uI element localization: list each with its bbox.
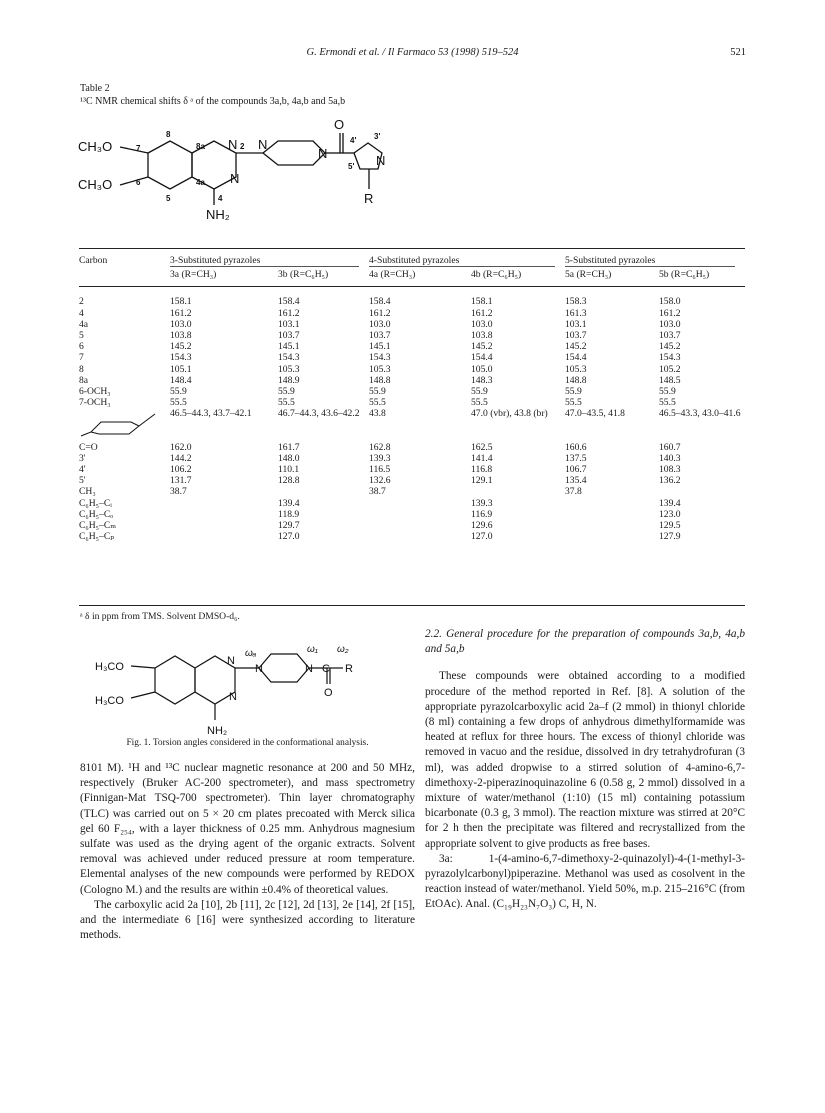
carbon-label: C₆H₅–Cₚ	[79, 531, 115, 543]
table-caption	[80, 82, 345, 108]
shift-value: 55.9	[369, 386, 386, 398]
shift-value	[369, 498, 471, 509]
shift-value	[565, 520, 659, 531]
shift-value: 161.3	[565, 307, 587, 319]
group-header-4-substituted: 4-Substituted pyrazoles	[369, 255, 555, 267]
procedure-paragraph: These compounds were obtained according to a modified procedure of the method reported in Ref. [8]. A solution of the appropriate pyrazolcarboxylic acid 2a–f (2 mmol) in thionyl chloride (8 ml) containing a few drops of anhydrous dimethylformamide was heated at reflux for three hours. The excess of thionyl chloride was removed in vacuo and the residue, dissolved in dry tetrahydrofuran (3 ml), was added dropwise to a stirred solution of 4-amino-6,7-dimethoxy-2-piperazinoquinazoline 6 (0.58 g, 2 mmol) dissolved in a mixture of water/methanol (1:10) (15 ml) containing potassium bicarbonate (0.3 g, 3 mmol). The reaction mixture was stirred at 20°C for 2 h then the precipitate was filtered and recrystallized from the appropriate solvent to give products as free bases.	[425, 670, 745, 850]
shift-value	[170, 520, 278, 531]
pip-3a: 46.5–44.3, 43.7–42.1	[170, 408, 252, 420]
n3-label: N	[230, 171, 240, 186]
table-row	[79, 453, 745, 464]
atom-3prime: 3'	[374, 132, 381, 141]
fig-omega-1: ω₁	[307, 644, 318, 655]
shift-value: 154.3	[659, 352, 681, 364]
shift-value: 38.7	[369, 486, 386, 498]
atom-2: 2	[240, 142, 245, 151]
shift-value: 161.2	[278, 307, 300, 319]
table-row	[79, 464, 745, 475]
carbon-label: 7-OCH₃	[79, 397, 111, 409]
shift-value: 127.9	[659, 531, 681, 543]
shift-value: 145.2	[659, 341, 681, 353]
carbon-label: 4a	[79, 318, 89, 330]
table-row	[79, 498, 745, 509]
shift-value: 105.1	[170, 363, 192, 375]
shift-value	[369, 531, 471, 542]
page-number: 521	[730, 47, 746, 58]
fig-methoxy-top: H₃CO	[95, 661, 124, 673]
fig-omega-2: ω₂	[337, 644, 349, 655]
shift-value: 55.9	[471, 386, 488, 398]
shift-value: 37.8	[565, 486, 582, 498]
shift-value: 148.8	[565, 374, 587, 386]
quinazoline-pyrazole-structure	[78, 113, 418, 223]
shift-value: 154.4	[565, 352, 587, 364]
shift-value: 161.2	[471, 307, 493, 319]
table-row	[79, 296, 745, 307]
shift-value: 129.6	[471, 520, 493, 532]
atom-5prime: 5'	[348, 162, 355, 171]
amine-label: NH₂	[206, 207, 230, 222]
fig-n1: N	[227, 655, 235, 667]
shift-value	[565, 498, 659, 509]
shift-value: 118.9	[278, 508, 300, 520]
carbon-label: C=O	[79, 441, 98, 453]
shift-value: 103.0	[369, 318, 391, 330]
carbon-label: 3'	[79, 452, 86, 464]
left-column	[80, 761, 415, 943]
shift-value: 154.4	[471, 352, 493, 364]
shift-value: 148.8	[369, 374, 391, 386]
methoxy-label-top: CH₃O	[78, 139, 113, 154]
carbon-col-header: Carbon	[79, 255, 108, 266]
shift-value	[565, 531, 659, 542]
journal-citation: G. Ermondi et al. / Il Farmaco 53 (1998) 519–524	[306, 47, 519, 58]
carbon-label: C₆H₅–Cₘ	[79, 520, 117, 532]
fig-carbonyl-o: O	[324, 687, 333, 699]
subcol-3a: 3a (R=CH₃)	[170, 269, 217, 281]
figure-caption: Fig. 1. Torsion angles considered in the conformational analysis.	[126, 738, 369, 748]
carbon-label: 8a	[79, 374, 89, 386]
shift-value: 136.2	[659, 475, 681, 487]
table-row	[79, 531, 745, 542]
shift-value	[278, 486, 369, 497]
shift-value: 105.3	[278, 363, 300, 375]
shift-value: 161.2	[369, 307, 391, 319]
shift-value: 154.3	[170, 352, 192, 364]
shift-value: 158.4	[369, 296, 391, 308]
shift-value: 139.3	[369, 452, 391, 464]
shift-value: 116.9	[471, 508, 493, 520]
shift-value: 103.0	[659, 318, 681, 330]
shift-value: 103.7	[278, 330, 300, 342]
shift-value: 106.7	[565, 464, 587, 476]
subcol-4a: 4a (R=CH₃)	[369, 269, 416, 281]
shift-value: 140.3	[659, 452, 681, 464]
shift-value	[170, 509, 278, 520]
fig-omega-a: ωₐ	[245, 648, 257, 659]
shift-value: 105.2	[659, 363, 681, 375]
shift-value	[170, 498, 278, 509]
table-top-rule	[79, 248, 745, 249]
r-group-label: R	[364, 191, 374, 206]
shift-value	[471, 486, 565, 497]
shift-value: 161.2	[170, 307, 192, 319]
shift-value	[369, 509, 471, 520]
shift-value: 160.6	[565, 441, 587, 453]
n1-label: N	[228, 137, 238, 152]
atom-4prime: 4'	[350, 136, 357, 145]
shift-value: 145.2	[471, 341, 493, 353]
shift-value: 162.5	[471, 441, 493, 453]
shift-value: 158.4	[278, 296, 300, 308]
shift-value: 103.0	[471, 318, 493, 330]
pip-3b: 46.7–44.3, 43.6–42.2	[278, 408, 360, 420]
fig-pip-n4: N	[305, 663, 313, 675]
shift-value: 135.4	[565, 475, 587, 487]
group-header-3-substituted: 3-Substituted pyrazoles	[170, 255, 359, 267]
piperazine-ring-icon	[79, 408, 159, 438]
shift-value: 55.5	[170, 397, 187, 409]
pyrazole-n-label: N	[376, 153, 386, 168]
pip-n4-label: N	[318, 146, 328, 161]
atom-7: 7	[136, 144, 141, 153]
shift-value	[659, 486, 745, 497]
shift-value: 160.7	[659, 441, 681, 453]
shift-value: 55.9	[565, 386, 582, 398]
shift-value: 116.5	[369, 464, 391, 476]
fig-methoxy-bottom: H₃CO	[95, 695, 124, 707]
shift-value: 145.2	[565, 341, 587, 353]
carbon-label: C₆H₅–Cᵢ	[79, 497, 112, 509]
shift-value: 103.1	[565, 318, 587, 330]
carbon-label: 6	[79, 341, 84, 353]
subcol-5a: 5a (R=CH₃)	[565, 269, 612, 281]
carbonyl-o-label: O	[334, 117, 345, 132]
shift-value: 139.3	[471, 497, 493, 509]
table-row	[79, 442, 745, 453]
carbon-label: 7	[79, 352, 84, 364]
table-row	[79, 375, 745, 386]
shift-value: 55.5	[565, 397, 582, 409]
shift-value: 139.4	[659, 497, 681, 509]
atom-6: 6	[136, 178, 141, 187]
pip-n1-label: N	[258, 137, 268, 152]
table-row	[79, 475, 745, 486]
shift-value: 129.5	[659, 520, 681, 532]
shift-value: 148.9	[278, 374, 300, 386]
fig-amine: NH₂	[207, 725, 228, 737]
table-bottom-rule	[79, 605, 745, 606]
shift-value: 145.1	[278, 341, 300, 353]
shift-value: 154.3	[278, 352, 300, 364]
shift-value: 139.4	[278, 497, 300, 509]
shift-value: 38.7	[170, 486, 187, 498]
subcolumn-header-row	[79, 267, 745, 287]
shift-value: 116.8	[471, 464, 493, 476]
shift-value: 145.2	[170, 341, 192, 353]
carbon-label: 6-OCH₃	[79, 386, 111, 398]
atom-4a: 4a	[196, 178, 205, 187]
shift-value: 132.6	[369, 475, 391, 487]
shift-value: 129.1	[471, 475, 493, 487]
shift-value: 145.1	[369, 341, 391, 353]
synthesis-paragraph: The carboxylic acid 2a [10], 2b [11], 2c [12], 2d [13], 2e [14], 2f [15], and the intermediate 6 [16] were synthesized according to literature methods.	[80, 898, 415, 942]
shift-value: 158.1	[471, 296, 493, 308]
fig-n3: N	[229, 691, 237, 703]
atom-4: 4	[218, 194, 223, 203]
shift-value: 128.8	[278, 475, 300, 487]
shift-rows-quinazoline	[79, 296, 745, 408]
subcol-5b: 5b (R=C₆H₅)	[659, 269, 710, 281]
shift-value: 127.0	[278, 531, 300, 543]
shift-value: 55.5	[369, 397, 386, 409]
carbon-label: 2	[79, 296, 84, 308]
table-row	[79, 408, 745, 441]
shift-value: 105.0	[471, 363, 493, 375]
table-footnote: ᵃ δ in ppm from TMS. Solvent DMSO-d₆.	[80, 611, 240, 622]
table-row	[79, 520, 745, 531]
shift-value: 148.0	[278, 452, 300, 464]
group-header-row	[79, 255, 745, 267]
carbon-label: 4'	[79, 464, 86, 476]
table-row	[79, 341, 745, 352]
shift-value: 55.5	[659, 397, 676, 409]
shift-value: 55.5	[471, 397, 488, 409]
compound-3a-paragraph: 3a: 1-(4-amino-6,7-dimethoxy-2-quinazolyl)-4-(1-methyl-3-pyrazolylcarbonyl)piperazine. Methanol was used as cosolvent in the reaction instead of water/methanol. Yield 50%, m.p. 215–216°C (from EtOAc). Anal. (C₁₉H₂₃N₇O₃) C, H, N.	[425, 852, 745, 911]
fig-r-group: R	[345, 663, 353, 675]
shift-value: 148.5	[659, 374, 681, 386]
shift-value: 131.7	[170, 475, 192, 487]
shift-value	[170, 531, 278, 542]
torsion-angle-figure	[95, 642, 395, 738]
shift-value: 127.0	[471, 531, 493, 543]
shift-value: 103.0	[170, 318, 192, 330]
shift-value: 123.0	[659, 508, 681, 520]
shift-value: 106.2	[170, 464, 192, 476]
carbon-label: CH₃	[79, 486, 96, 498]
table-title: ¹³C NMR chemical shifts δ ᵃ of the compounds 3a,b, 4a,b and 5a,b	[80, 96, 346, 107]
table-row	[79, 364, 745, 375]
right-column	[425, 627, 745, 913]
shift-value: 105.3	[565, 363, 587, 375]
pip-5a: 47.0–43.5, 41.8	[565, 408, 625, 420]
shift-value: 129.7	[278, 520, 300, 532]
shift-value: 55.9	[278, 386, 295, 398]
shift-value: 103.8	[471, 330, 493, 342]
table-row	[79, 509, 745, 520]
shift-value	[369, 520, 471, 531]
atom-5: 5	[166, 194, 171, 203]
shift-value: 161.7	[278, 441, 300, 453]
shift-value: 162.8	[369, 441, 391, 453]
shift-value: 161.2	[659, 307, 681, 319]
pip-4a: 43.8	[369, 408, 386, 420]
carbon-label: 5'	[79, 475, 86, 487]
shift-value: 55.9	[170, 386, 187, 398]
shift-value: 162.0	[170, 441, 192, 453]
table-row	[79, 386, 745, 397]
atom-8: 8	[166, 130, 171, 139]
carbon-label: 4	[79, 307, 84, 319]
nmr-shift-table	[79, 255, 745, 542]
table-row	[79, 352, 745, 363]
table-row	[79, 319, 745, 330]
carbon-label: 8	[79, 363, 84, 375]
methoxy-label-bottom: CH₃O	[78, 177, 113, 192]
shift-value: 158.1	[170, 296, 192, 308]
table-row	[79, 330, 745, 341]
shift-value: 55.9	[659, 386, 676, 398]
shift-rows-pyrazole	[79, 442, 745, 543]
fig-carbon: C	[322, 663, 330, 675]
shift-value: 158.0	[659, 296, 681, 308]
shift-value: 103.1	[278, 318, 300, 330]
methods-paragraph: 8101 M). ¹H and ¹³C nuclear magnetic resonance at 200 and 50 MHz, respectively (Bruker AC-200 spectrometer), and mass spectrometry (Finnigan-Mat TSQ-700 spectrometer). Thin layer chromatography (TLC) was carried out on 5 × 20 cm plates precoated with Merck silica gel 60 F₂₅₄, with a layer thickness of 0.25 mm. Anhydrous magnesium sulfate was used as the drying agent of the organic extracts. Solvent removal was achieved under reduced pressure at room temperature. Elemental analyses of the new compounds were performed by REDOX (Cologno M.) and the results are within ±0.4% of theoretical values.	[80, 762, 415, 896]
shift-value	[565, 509, 659, 520]
shift-value: 108.3	[659, 464, 681, 476]
subcol-4b: 4b (R=C₆H₅)	[471, 269, 522, 281]
table-row	[79, 308, 745, 319]
shift-value: 103.7	[565, 330, 587, 342]
section-heading: 2.2. General procedure for the preparation of compounds 3a,b, 4a,b and 5a,b	[425, 628, 745, 656]
table-label: Table 2	[80, 83, 110, 94]
shift-value: 137.5	[565, 452, 587, 464]
atom-8a: 8a	[196, 142, 205, 151]
shift-value: 148.4	[170, 374, 192, 386]
shift-value: 154.3	[369, 352, 391, 364]
shift-value: 105.3	[369, 363, 391, 375]
table-row	[79, 397, 745, 408]
pip-5b: 46.5–43.3, 43.0–41.6	[659, 408, 741, 420]
shift-value: 103.8	[170, 330, 192, 342]
shift-value: 110.1	[278, 464, 300, 476]
shift-value: 158.3	[565, 296, 587, 308]
subcol-3b: 3b (R=C₆H₅)	[278, 269, 329, 281]
shift-value: 103.7	[659, 330, 681, 342]
shift-value: 144.2	[170, 452, 192, 464]
shift-value: 141.4	[471, 452, 493, 464]
table-row	[79, 486, 745, 497]
carbon-label: C₆H₅–Cₒ	[79, 508, 113, 520]
shift-value: 55.5	[278, 397, 295, 409]
shift-value: 103.7	[369, 330, 391, 342]
carbon-label: 5	[79, 330, 84, 342]
group-header-5-substituted: 5-Substituted pyrazoles	[565, 255, 735, 267]
fig-pip-n1: N	[255, 663, 263, 675]
pip-4b: 47.0 (vbr), 43.8 (br)	[471, 408, 548, 420]
piperazine-row-group	[79, 408, 745, 441]
shift-value: 148.3	[471, 374, 493, 386]
